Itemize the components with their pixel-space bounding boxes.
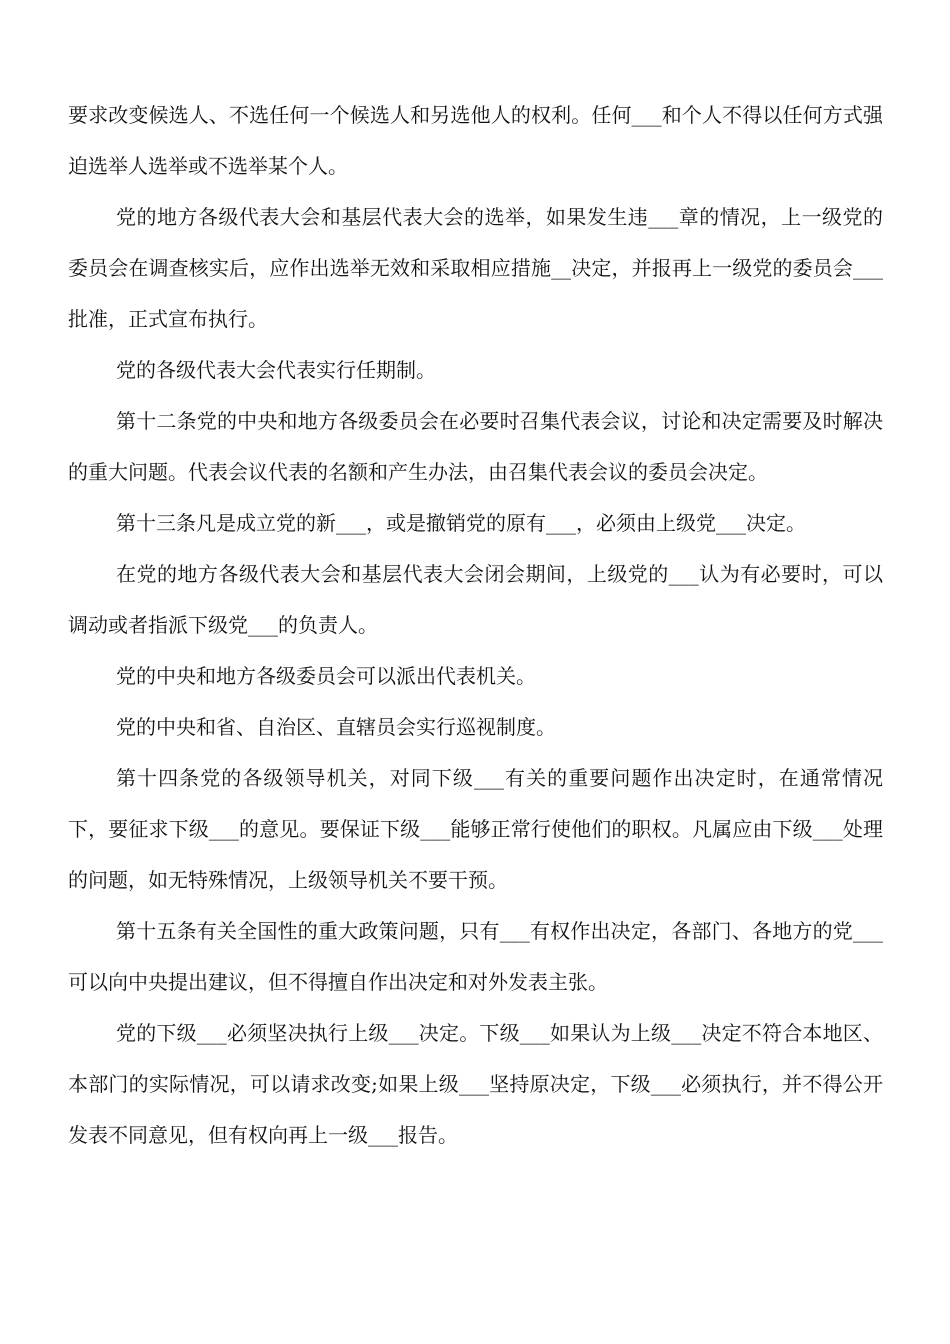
paragraph-article-14: 第十四条党的各级领导机关，对同下级___有关的重要问题作出决定时，在通常情况下，要征求下级___的意见。要保证下级___能够正常行使他们的职权。凡属应由下级___处理的问题，如无特殊情况，上级领导机关不要干预。	[68, 766, 883, 892]
paragraph-3: 党的各级代表大会代表实行任期制。	[116, 358, 436, 382]
paragraph-article-15: 第十五条有关全国性的重大政策问题，只有___有权作出决定，各部门、各地方的党___可以向中央提出建议，但不得擅自作出决定和对外发表主张。	[68, 919, 883, 994]
paragraph-article-13: 第十三条凡是成立党的新___，或是撤销党的原有___，必须由上级党___决定。	[116, 511, 806, 535]
paragraph-2: 党的地方各级代表大会和基层代表大会的选举，如果发生违___章的情况，上一级党的委员会在调查核实后，应作出选举无效和采取相应措施__决定，并报再上一级党的委员会___批准，正式宣布执行。	[68, 205, 883, 331]
document-page	[68, 90, 883, 1161]
paragraph-1: 要求改变候选人、不选任何一个候选人和另选他人的权利。任何___和个人不得以任何方式强迫选举人选举或不选举某个人。	[68, 103, 883, 178]
paragraph-11: 党的下级___必须坚决执行上级___决定。下级___如果认为上级___决定不符合本地区、本部门的实际情况，可以请求改变;如果上级___坚持原决定，下级___必须执行，并不得公开发表不同意见，但有权向再上一级___报告。	[68, 1021, 883, 1147]
paragraph-6: 在党的地方各级代表大会和基层代表大会闭会期间，上级党的___认为有必要时，可以调动或者指派下级党___的负责人。	[68, 562, 883, 637]
paragraph-article-12: 第十二条党的中央和地方各级委员会在必要时召集代表会议，讨论和决定需要及时解决的重大问题。代表会议代表的名额和产生办法，由召集代表会议的委员会决定。	[68, 409, 883, 484]
paragraph-8: 党的中央和省、自治区、直辖员会实行巡视制度。	[116, 715, 556, 739]
paragraph-7: 党的中央和地方各级委员会可以派出代表机关。	[116, 664, 536, 688]
